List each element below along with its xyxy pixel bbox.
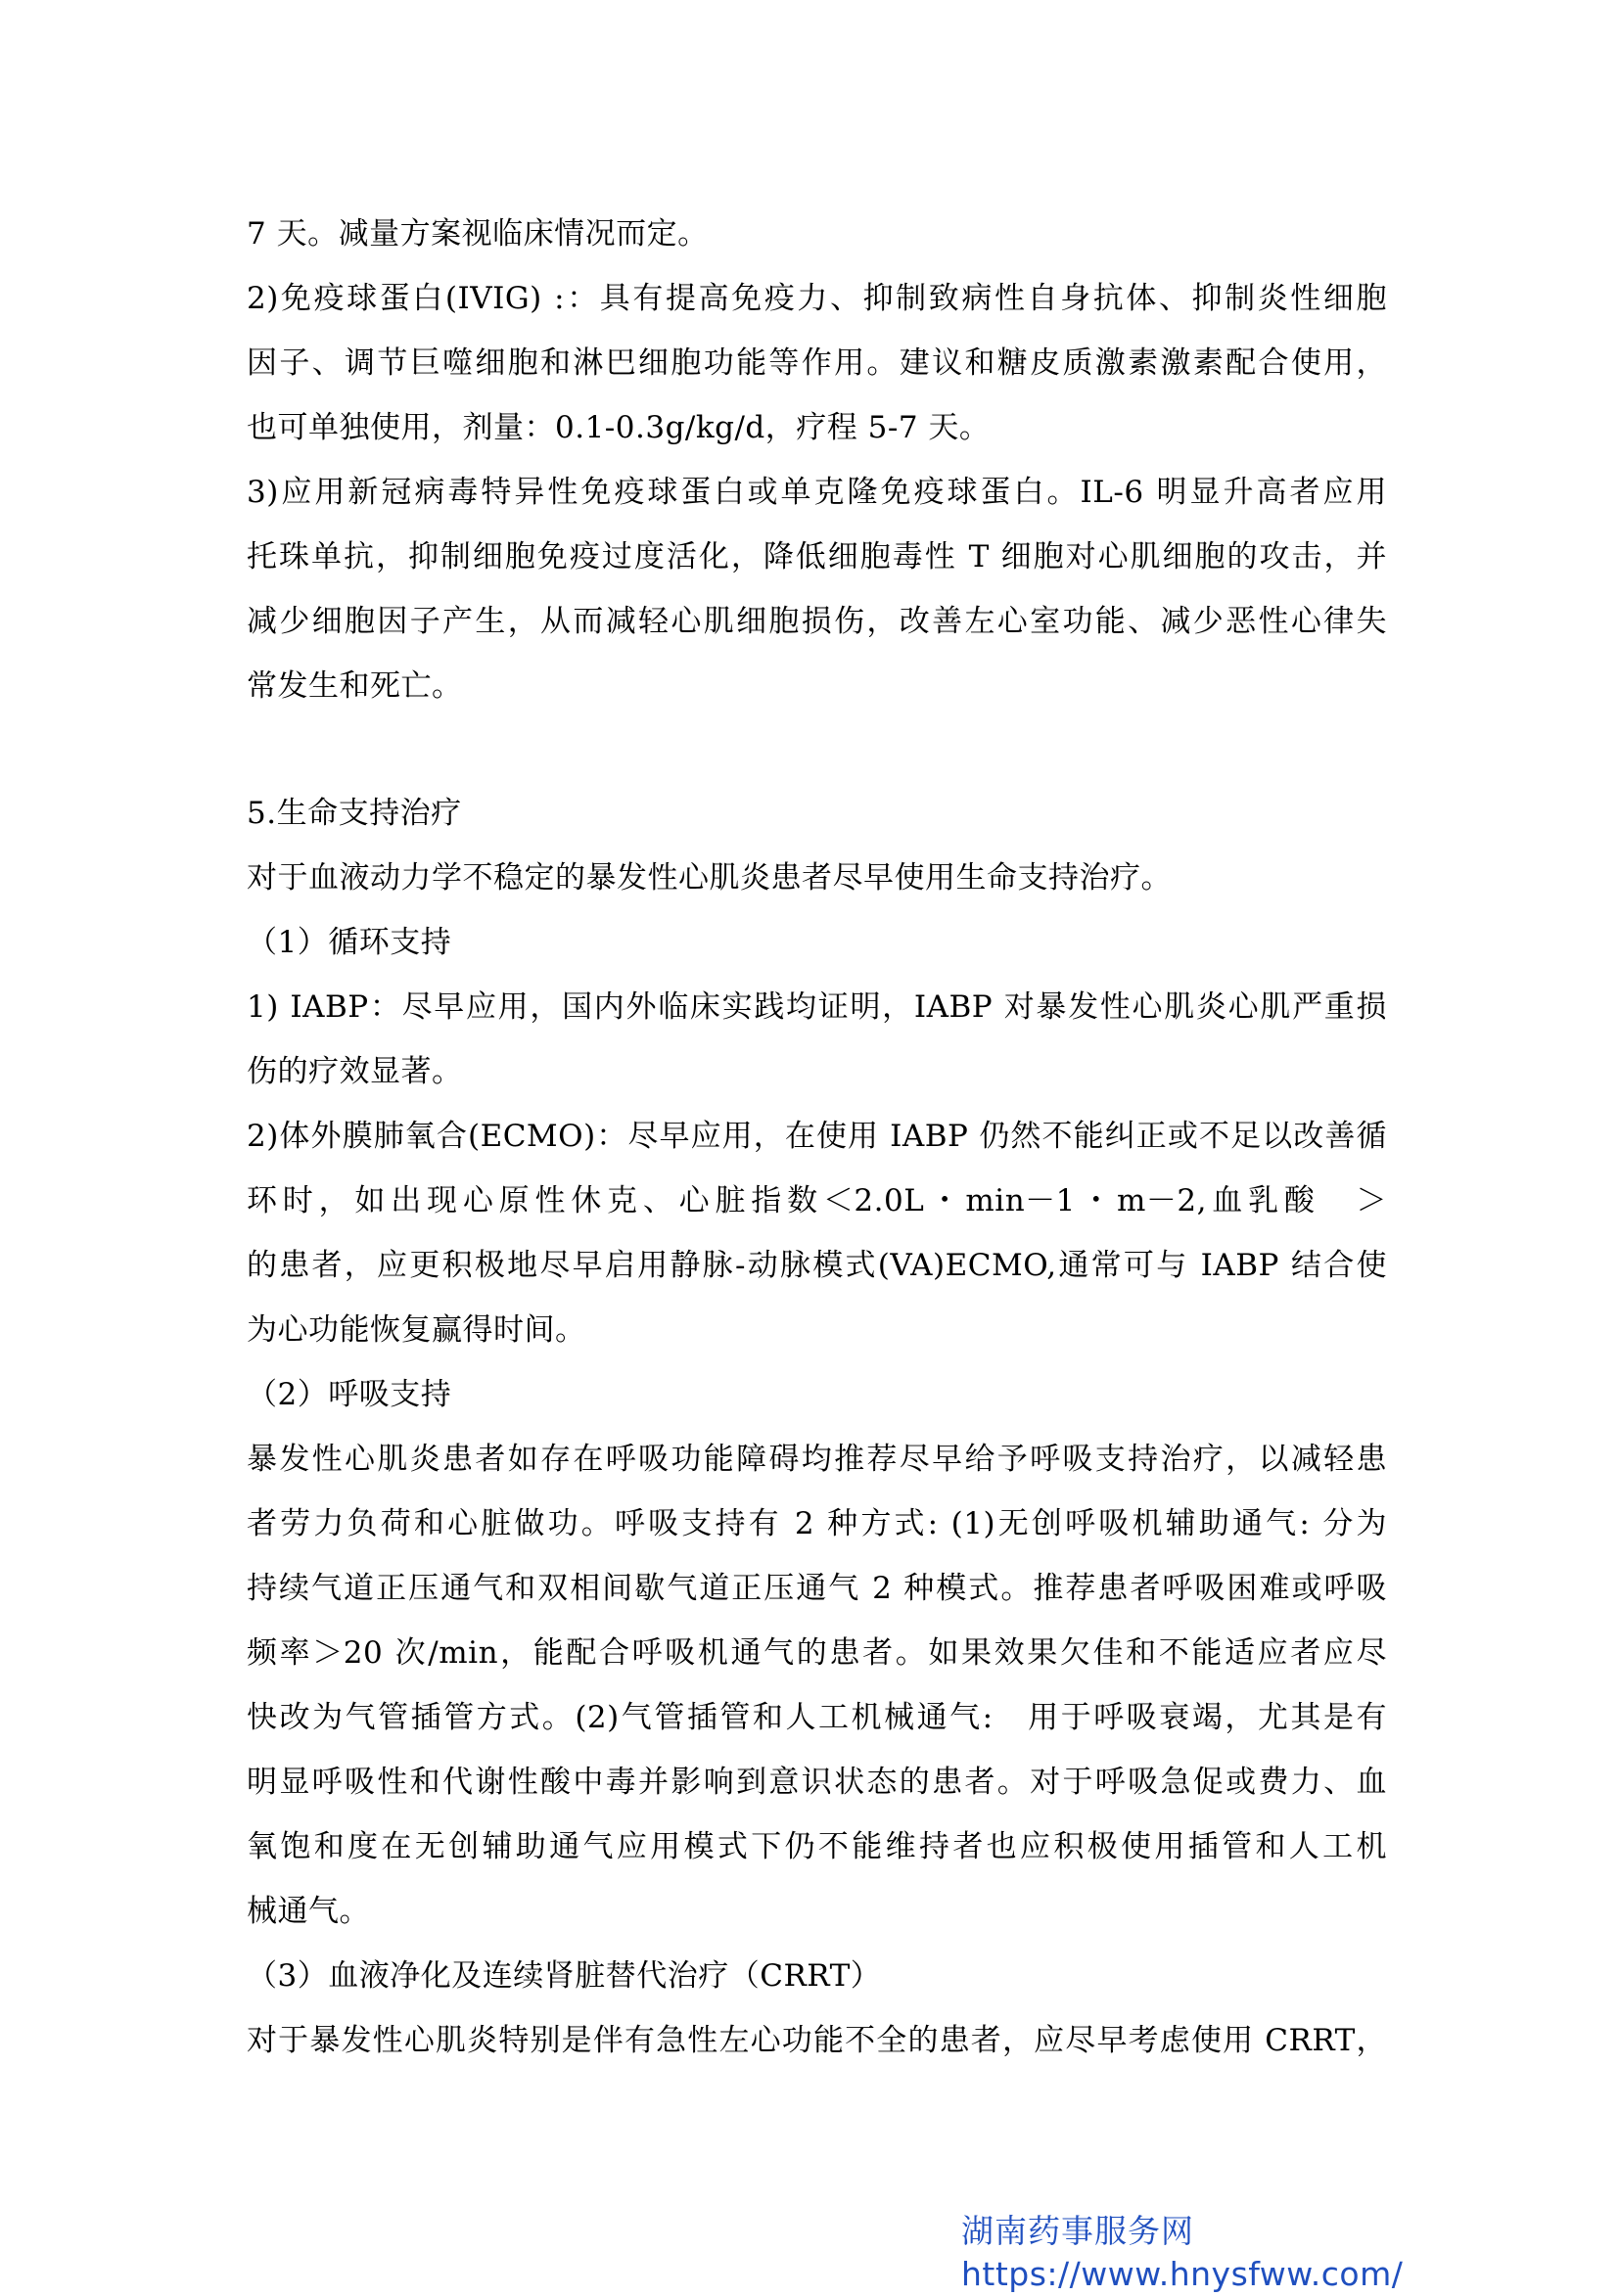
text-line: 者劳力负荷和心脏做功。呼吸支持有 2 种方式: (1)无创呼吸机辅助通气: 分为	[247, 1506, 1387, 1541]
text-line: 也可单独使用，剂量：0.1-0.3g/kg/d，疗程 5-7 天。	[247, 410, 991, 445]
text-line: 7 天。减量方案视临床情况而定。	[247, 216, 709, 252]
text-line: 托珠单抗，抑制细胞免疫过度活化，降低细胞毒性 T 细胞对心肌细胞的攻击，并	[247, 539, 1387, 574]
text-line: 为心功能恢复赢得时间。	[247, 1312, 586, 1348]
text-line: 因子、调节巨噬细胞和淋巴细胞功能等作用。建议和糖皮质激素激素配合使用，	[247, 345, 1387, 381]
text-line: 1) IABP：尽早应用，国内外临床实践均证明，IABP 对暴发性心肌炎心肌严重损	[247, 989, 1387, 1025]
text-line: 环时，如出现心原性休克、心脏指数＜2.0L・min－1・m－2,血乳酸 ＞	[247, 1183, 1387, 1218]
footer-url-link[interactable]: https://www.hnysfww.com/	[961, 2255, 1404, 2293]
text-line: 减少细胞因子产生，从而减轻心肌细胞损伤，改善左心室功能、减少恶性心律失	[247, 604, 1387, 639]
footer-site-name: 湖南药事服务网	[961, 2212, 1194, 2250]
text-line: 暴发性心肌炎患者如存在呼吸功能障碍均推荐尽早给予呼吸支持治疗，以减轻患	[247, 1442, 1387, 1477]
text-line: 械通气。	[247, 1894, 370, 1929]
text-line: 氧饱和度在无创辅助通气应用模式下仍不能维持者也应积极使用插管和人工机	[247, 1829, 1387, 1864]
subsection-heading: （3）血液净化及连续肾脏替代治疗（CRRT）	[247, 1958, 882, 1994]
text-line: 的患者，应更积极地尽早启用静脉-动脉模式(VA)ECMO,通常可与 IABP 结合使	[247, 1248, 1387, 1283]
text-line: 3)应用新冠病毒特异性免疫球蛋白或单克隆免疫球蛋白。IL-6 明显升高者应用	[247, 475, 1387, 510]
subsection-heading: （1）循环支持	[247, 925, 452, 960]
paragraph-gap	[247, 718, 1387, 781]
subsection-heading: （2）呼吸支持	[247, 1377, 452, 1412]
text-line: 对于暴发性心肌炎特别是伴有急性左心功能不全的患者，应尽早考虑使用 CRRT，	[247, 2023, 1387, 2058]
text-line: 持续气道正压通气和双相间歇气道正压通气 2 种模式。推荐患者呼吸困难或呼吸	[247, 1571, 1387, 1606]
section-heading: 5.生命支持治疗	[247, 796, 462, 831]
text-line: 2)体外膜肺氧合(ECMO)：尽早应用，在使用 IABP 仍然不能纠正或不足以改善循	[247, 1119, 1387, 1154]
text-line: 频率＞20 次/min，能配合呼吸机通气的患者。如果效果欠佳和不能适应者应尽	[247, 1635, 1387, 1671]
text-line: 2)免疫球蛋白(IVIG) :：具有提高免疫力、抑制致病性自身抗体、抑制炎性细胞	[247, 281, 1387, 316]
text-line: 快改为气管插管方式。(2)气管插管和人工机械通气: 用于呼吸衰竭，尤其是有	[247, 1700, 1387, 1735]
text-line: 对于血液动力学不稳定的暴发性心肌炎患者尽早使用生命支持治疗。	[247, 860, 1172, 895]
text-line: 伤的疗效显著。	[247, 1054, 463, 1089]
text-line: 明显呼吸性和代谢性酸中毒并影响到意识状态的患者。对于呼吸急促或费力、血	[247, 1765, 1387, 1800]
page-footer	[961, 2210, 1404, 2296]
text-line: 常发生和死亡。	[247, 668, 463, 704]
document-body	[247, 202, 1387, 2073]
